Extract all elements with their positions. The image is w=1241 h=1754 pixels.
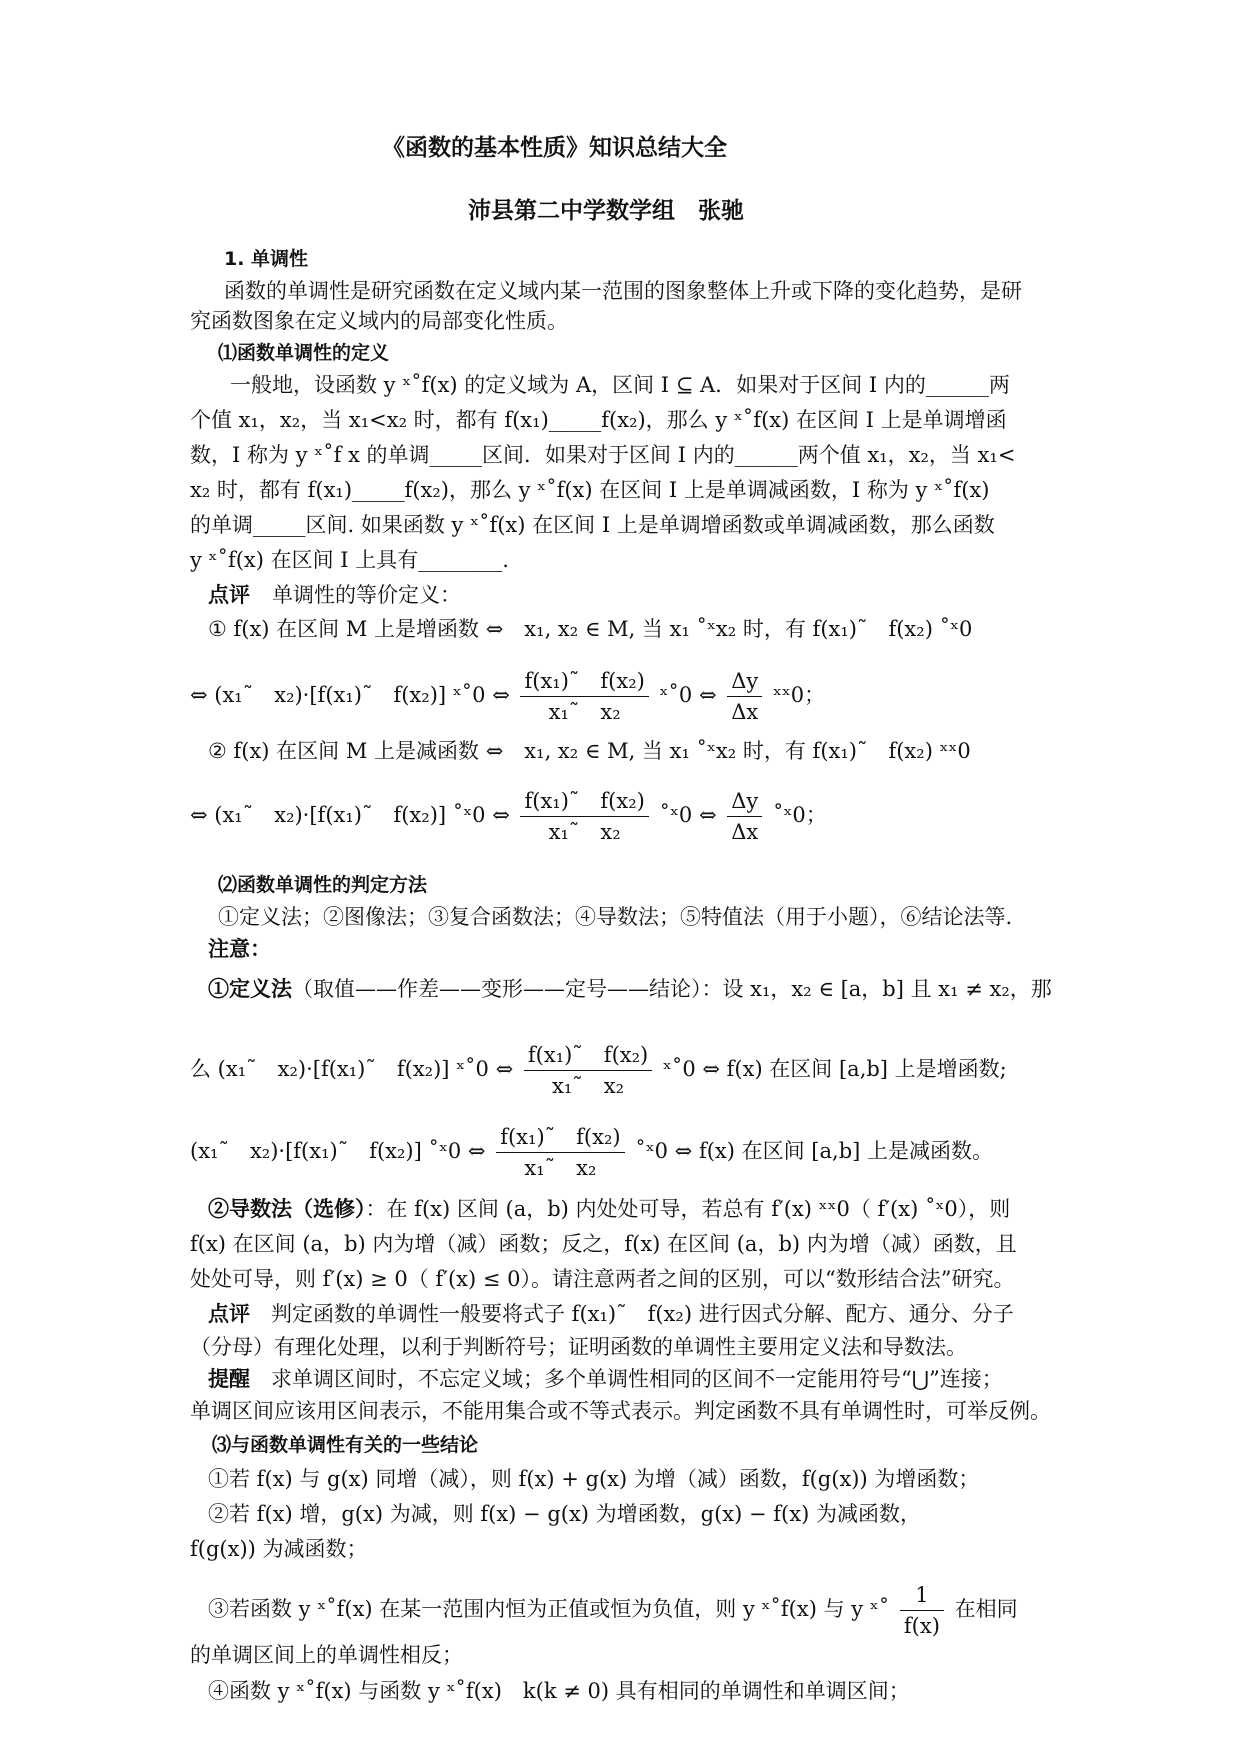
- method-label: ②导数法（选修）: [208, 1196, 366, 1221]
- fraction: [524, 1040, 652, 1101]
- formula-text: 么 (x₁˜ x₂)·[f(x₁)˜ f(x₂)] ˣ˚0 ⇔: [190, 1057, 514, 1081]
- section-heading: 1. 单调性: [224, 248, 309, 270]
- fraction: [520, 666, 648, 727]
- paragraph-line: 的单调区间上的单调性相反；: [190, 1643, 463, 1667]
- fraction-denominator: Δx: [731, 700, 759, 724]
- paragraph-line: ②若 f(x) 增，g(x) 为减，则 f(x) − g(x) 为增函数，g(x) − f(x) 为减函数，: [208, 1502, 921, 1526]
- method-label: ①定义法: [208, 976, 292, 1001]
- fraction-numerator: f(x₁)˜ f(x₂): [520, 786, 648, 817]
- paragraph-line: 处处可导，则 f′(x) ≥ 0（ f′(x) ≤ 0）。请注意两者之间的区别，可以“数形结合法”研究。: [190, 1267, 1015, 1291]
- paragraph-line: [208, 1194, 1010, 1224]
- formula-line: [190, 786, 827, 847]
- formula-text: ⇔ (x₁˜ x₂)·[f(x₁)˜ f(x₂)] ˣ˚0 ⇔: [190, 683, 510, 707]
- fraction-denominator: x₁˜ x₂: [548, 820, 621, 844]
- paragraph-line: [208, 1299, 1014, 1329]
- formula-line: ② f(x) 在区间 M 上是减函数 ⇔ x₁, x₂ ∈ M, 当 x₁ ˚ˣx₂ 时，有 f(x₁)˜ f(x₂) ˣˣ0: [208, 739, 971, 763]
- paragraph-line: （分母）有理化处理，以利于判断符号；证明函数的单调性主要用定义法和导数法。: [190, 1335, 967, 1359]
- formula-line: ① f(x) 在区间 M 上是增函数 ⇔ x₁, x₂ ∈ M, 当 x₁ ˚ˣx₂ 时，有 f(x₁)˜ f(x₂) ˚ˣ0: [208, 617, 973, 641]
- paragraph-line: ①若 f(x) 与 g(x) 同增（减），则 f(x) + g(x) 为增（减）函数，f(g(x)) 为增函数；: [208, 1467, 980, 1491]
- fraction: [496, 1122, 624, 1183]
- paragraph-line: 单调区间应该用区间表示，不能用集合或不等式表示。判定函数不具有单调性时，可举反例。: [190, 1399, 1051, 1423]
- paragraph-line: ④函数 y ˣ˚f(x) 与函数 y ˣ˚f(x) k(k ≠ 0) 具有相同的单调性和单调区间；: [208, 1679, 910, 1703]
- remark-label: 点评: [208, 1301, 250, 1326]
- tip-text: 求单调区间时，不忘定义域；多个单调性相同的区间不一定能用符号“⋃”连接；: [271, 1367, 1003, 1391]
- paragraph-line: f(g(x)) 为减函数；: [190, 1537, 368, 1561]
- fraction: [727, 786, 762, 847]
- paragraph-line: x₂ 时，都有 f(x₁)_____f(x₂)，那么 y ˣ˚f(x) 在区间 I 上是单调减函数，I 称为 y ˣ˚f(x): [190, 478, 990, 502]
- fraction-numerator: f(x₁)˜ f(x₂): [520, 666, 648, 697]
- fraction-numerator: f(x₁)˜ f(x₂): [496, 1122, 624, 1153]
- formula-line: [190, 1122, 993, 1183]
- paragraph-line: [208, 1580, 1018, 1641]
- paragraph-line: 数，I 称为 y ˣ˚f x 的单调_____区间．如果对于区间 I 内的______两个值 x₁，x₂，当 x₁<: [190, 443, 1016, 467]
- remark-label: 点评: [208, 582, 250, 607]
- fraction-numerator: 1: [900, 1580, 944, 1611]
- paragraph-line: [208, 1364, 1003, 1394]
- formula-text: ③若函数 y ˣ˚f(x) 在某一范围内恒为正值或恒为负值，则 y ˣ˚f(x) 与 y ˣ˚: [208, 1597, 890, 1621]
- paragraph-line: 个值 x₁，x₂，当 x₁<x₂ 时，都有 f(x₁)_____f(x₂)，那么 y ˣ˚f(x) 在区间 I 上是单调增函: [190, 408, 1007, 432]
- paragraph-line: 究函数图象在定义域内的局部变化性质。: [190, 309, 568, 333]
- fraction-denominator: x₁˜ x₂: [548, 700, 621, 724]
- fraction-denominator: x₁˜ x₂: [524, 1156, 597, 1180]
- paragraph-line: [208, 974, 1052, 1004]
- fraction: [520, 786, 648, 847]
- subsection-heading: ⑵函数单调性的判定方法: [218, 874, 428, 896]
- formula-line: [190, 666, 825, 727]
- fraction-denominator: x₁˜ x₂: [552, 1074, 625, 1098]
- fraction-numerator: Δy: [727, 786, 762, 817]
- doc-author: 沛县第二中学数学组 张驰: [468, 198, 744, 224]
- fraction: [727, 666, 762, 727]
- fraction-numerator: Δy: [727, 666, 762, 697]
- formula-text: 在相同: [954, 1597, 1018, 1621]
- formula-text: ˣ˚0 ⇔: [659, 683, 717, 707]
- formula-text: (x₁˜ x₂)·[f(x₁)˜ f(x₂)] ˚ˣ0 ⇔: [190, 1139, 486, 1163]
- paragraph-line: y ˣ˚f(x) 在区间 I 上具有________.: [190, 548, 509, 572]
- remark-text: 判定函数的单调性一般要将式子 f(x₁)˜ f(x₂) 进行因式分解、配方、通分、分子: [271, 1302, 1014, 1326]
- tip-label: 提醒: [208, 1366, 250, 1391]
- formula-text: ⇔ (x₁˜ x₂)·[f(x₁)˜ f(x₂)] ˚ˣ0 ⇔: [190, 803, 510, 827]
- formula-line: [190, 1040, 1007, 1101]
- paragraph-line: ①定义法；②图像法；③复合函数法；④导数法；⑤特值法（用于小题），⑥结论法等.: [218, 905, 1013, 929]
- paragraph-line: f(x) 在区间 (a，b) 内为增（减）函数；反之，f(x) 在区间 (a，b) 内为增（减）函数，且: [190, 1232, 1017, 1256]
- fraction: [900, 1580, 944, 1641]
- remark-text: 单调性的等价定义：: [272, 583, 461, 607]
- paragraph-line: 的单调_____区间. 如果函数 y ˣ˚f(x) 在区间 I 上是单调增函数或单调减函数，那么函数: [190, 513, 995, 537]
- subsection-heading: ⑶与函数单调性有关的一些结论: [212, 1434, 479, 1456]
- method-text: （取值——作差——变形——定号——结论）：设 x₁，x₂ ∈ [a，b] 且 x₁ ≠ x₂，那: [292, 977, 1052, 1001]
- formula-text: ˚ˣ0；: [772, 803, 827, 827]
- note-label: 注意：: [208, 936, 271, 961]
- formula-text: ˚ˣ0 ⇔: [659, 803, 717, 827]
- formula-text: ˣ˚0 ⇔ f(x) 在区间 [a,b] 上是增函数;: [662, 1057, 1007, 1081]
- subsection-heading: ⑴函数单调性的定义: [218, 342, 390, 364]
- method-text: ：在 f(x) 区间 (a，b) 内处处可导，若总有 f′(x) ˣˣ0（ f′(x) ˚ˣ0），则: [365, 1197, 1011, 1221]
- formula-text: ˣˣ0；: [772, 683, 826, 707]
- formula-text: ˚ˣ0 ⇔ f(x) 在区间 [a,b] 上是减函数。: [635, 1139, 994, 1163]
- fraction-denominator: Δx: [731, 820, 759, 844]
- paragraph-line: 函数的单调性是研究函数在定义域内某一范围的图象整体上升或下降的变化趋势，是研: [224, 279, 1022, 303]
- fraction-numerator: f(x₁)˜ f(x₂): [524, 1040, 652, 1071]
- doc-title: 《函数的基本性质》知识总结大全: [382, 135, 727, 161]
- paragraph-line: 一般地，设函数 y ˣ˚f(x) 的定义域为 A，区间 I ⊆ A．如果对于区间 I 内的______两: [230, 373, 1010, 397]
- fraction-denominator: f(x): [903, 1614, 940, 1638]
